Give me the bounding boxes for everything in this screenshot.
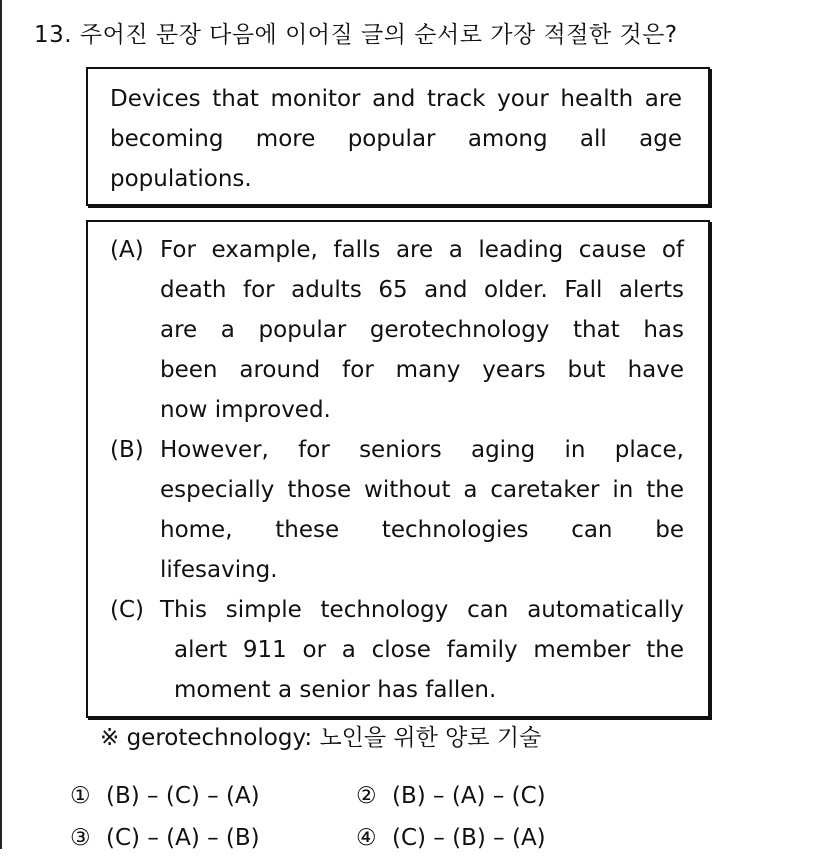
paragraph-line: moment a senior has fallen.	[174, 677, 497, 703]
option-number: ②	[356, 783, 377, 809]
option-text: (C) – (A) – (B)	[106, 825, 260, 851]
option-text: (B) – (C) – (A)	[106, 783, 260, 809]
option-text: (B) – (A) – (C)	[392, 783, 546, 809]
paragraph-line: especially those without a caretaker in the	[160, 477, 684, 503]
given-sentence-box	[86, 67, 710, 206]
option-number: ①	[70, 783, 91, 809]
paragraph-line: alert 911 or a close family member the	[174, 637, 684, 663]
paragraph-line: lifesaving.	[160, 557, 278, 583]
paragraph-line: death for adults 65 and older. Fall alerts	[160, 277, 684, 303]
paragraph-line: been around for many years but have	[160, 357, 684, 383]
paragraph-line: home, these technologies can be	[160, 517, 684, 543]
passage-box	[86, 220, 710, 718]
option-text: (C) – (B) – (A)	[392, 825, 546, 851]
paragraph-b	[110, 430, 684, 590]
given-line: Devices that monitor and track your health are	[110, 86, 682, 112]
given-line: populations.	[110, 166, 252, 192]
paragraph-label: (A)	[110, 237, 144, 263]
option-4[interactable]	[356, 817, 642, 859]
paragraph-line: This simple technology can automatically	[160, 597, 684, 623]
answer-options	[70, 775, 642, 859]
option-2[interactable]	[356, 775, 642, 817]
paragraph-line: are a popular gerotechnology that has	[160, 317, 684, 343]
page-border	[0, 0, 2, 849]
footnote-gerotechnology: ※ gerotechnology: 노인을 위한 양로 기술	[100, 725, 542, 751]
given-line: becoming more popular among all age	[110, 126, 682, 152]
paragraph-a	[110, 230, 684, 430]
paragraph-c	[110, 590, 684, 710]
given-sentence	[110, 79, 682, 199]
paragraph-label: (C)	[110, 597, 145, 623]
option-3[interactable]	[70, 817, 356, 859]
paragraph-label: (B)	[110, 437, 144, 463]
option-number: ④	[356, 825, 377, 851]
paragraph-line: now improved.	[160, 397, 331, 423]
paragraph-line: For example, falls are a leading cause of	[160, 237, 684, 263]
option-1[interactable]	[70, 775, 356, 817]
question-stem: 13. 주어진 문장 다음에 이어질 글의 순서로 가장 적절한 것은?	[34, 22, 678, 48]
paragraph-line: However, for seniors aging in place,	[160, 437, 684, 463]
option-number: ③	[70, 825, 91, 851]
